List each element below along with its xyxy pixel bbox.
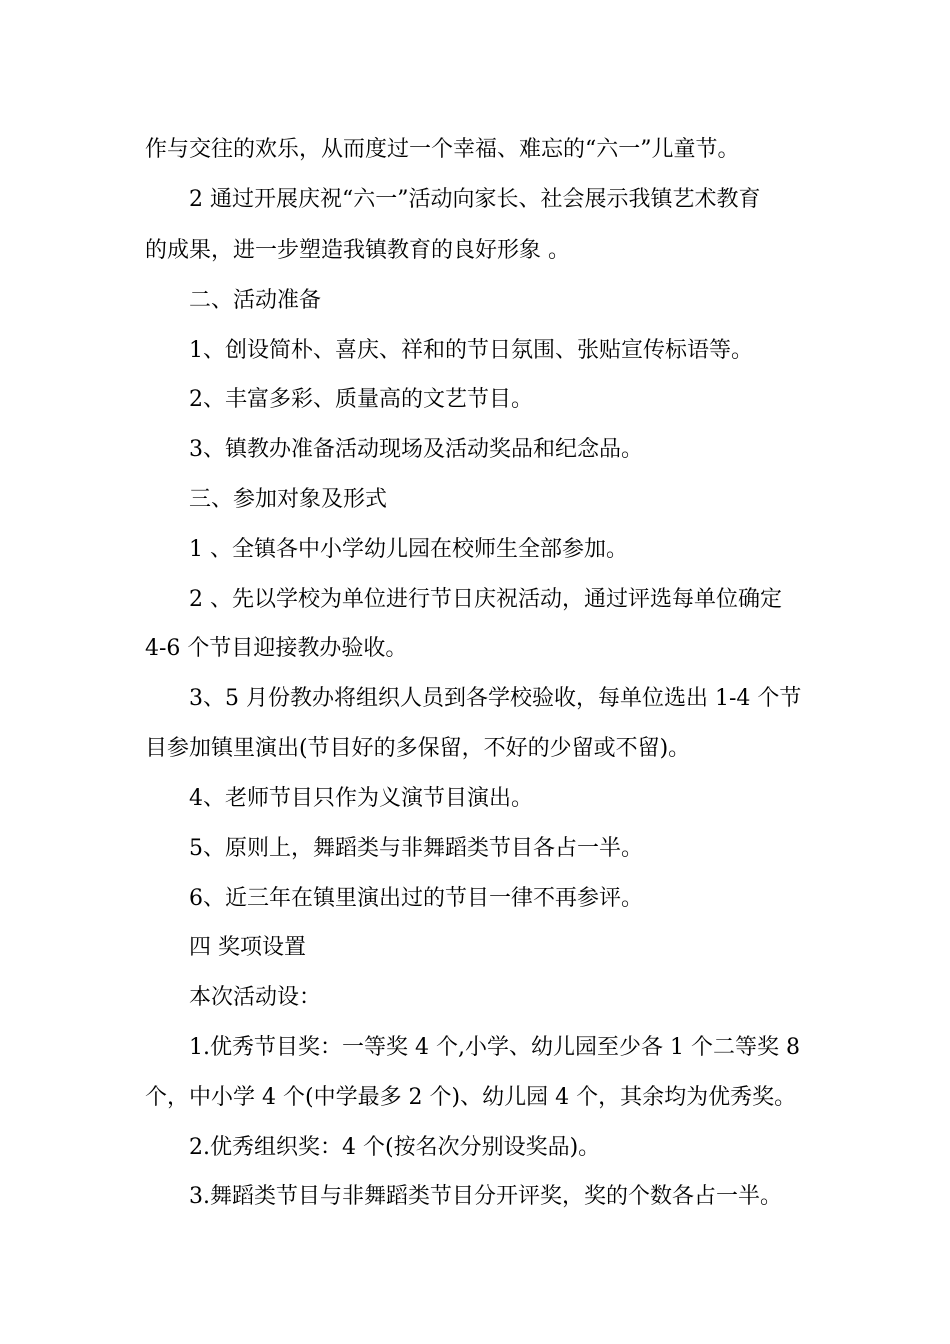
body-text-line: 2 通过开展庆祝“六一”活动向家长、社会展示我镇艺术教育 (189, 187, 761, 212)
list-item: 5、原则上，舞蹈类与非舞蹈类节目各占一半。 (189, 836, 643, 861)
body-text-line: 本次活动设： (189, 985, 322, 1010)
section-heading: 四 奖项设置 (189, 935, 306, 960)
list-item-continuation: 个，中小学 4 个(中学最多 2 个)、幼儿园 4 个，其余均为优秀奖。 (145, 1085, 797, 1110)
list-item-continuation: 目参加镇里演出(节目好的多保留，不好的少留或不留)。 (145, 736, 691, 761)
list-item-continuation: 4-6 个节目迎接教办验收。 (145, 636, 408, 661)
section-heading: 二、活动准备 (189, 288, 322, 313)
body-text-line: 作与交往的欢乐，从而度过一个幸福、难忘的“六一”儿童节。 (145, 137, 740, 162)
list-item: 2.优秀组织奖：4 个(按名次分别设奖品)。 (189, 1135, 601, 1160)
list-item: 4、老师节目只作为义演节目演出。 (189, 786, 533, 811)
list-item: 6、近三年在镇里演出过的节目一律不再参评。 (189, 886, 643, 911)
list-item: 2、丰富多彩、质量高的文艺节目。 (189, 387, 533, 412)
list-item: 3、5 月份教办将组织人员到各学校验收，每单位选出 1-4 个节 (189, 686, 802, 711)
list-item: 2 、先以学校为单位进行节日庆祝活动，通过评选每单位确定 (189, 587, 782, 612)
body-text-line: 的成果，进一步塑造我镇教育的良好形象 。 (145, 238, 570, 263)
list-item: 3、镇教办准备活动现场及活动奖品和纪念品。 (189, 437, 643, 462)
list-item: 1、创设简朴、喜庆、祥和的节日氛围、张贴宣传标语等。 (189, 338, 753, 363)
list-item: 1.优秀节目奖：一等奖 4 个,小学、幼儿园至少各 1 个二等奖 8 (189, 1035, 800, 1060)
list-item: 3.舞蹈类节目与非舞蹈类节目分开评奖，奖的个数各占一半。 (189, 1184, 782, 1209)
list-item: 1 、全镇各中小学幼儿园在校师生全部参加。 (189, 537, 628, 562)
section-heading: 三、参加对象及形式 (189, 487, 388, 512)
